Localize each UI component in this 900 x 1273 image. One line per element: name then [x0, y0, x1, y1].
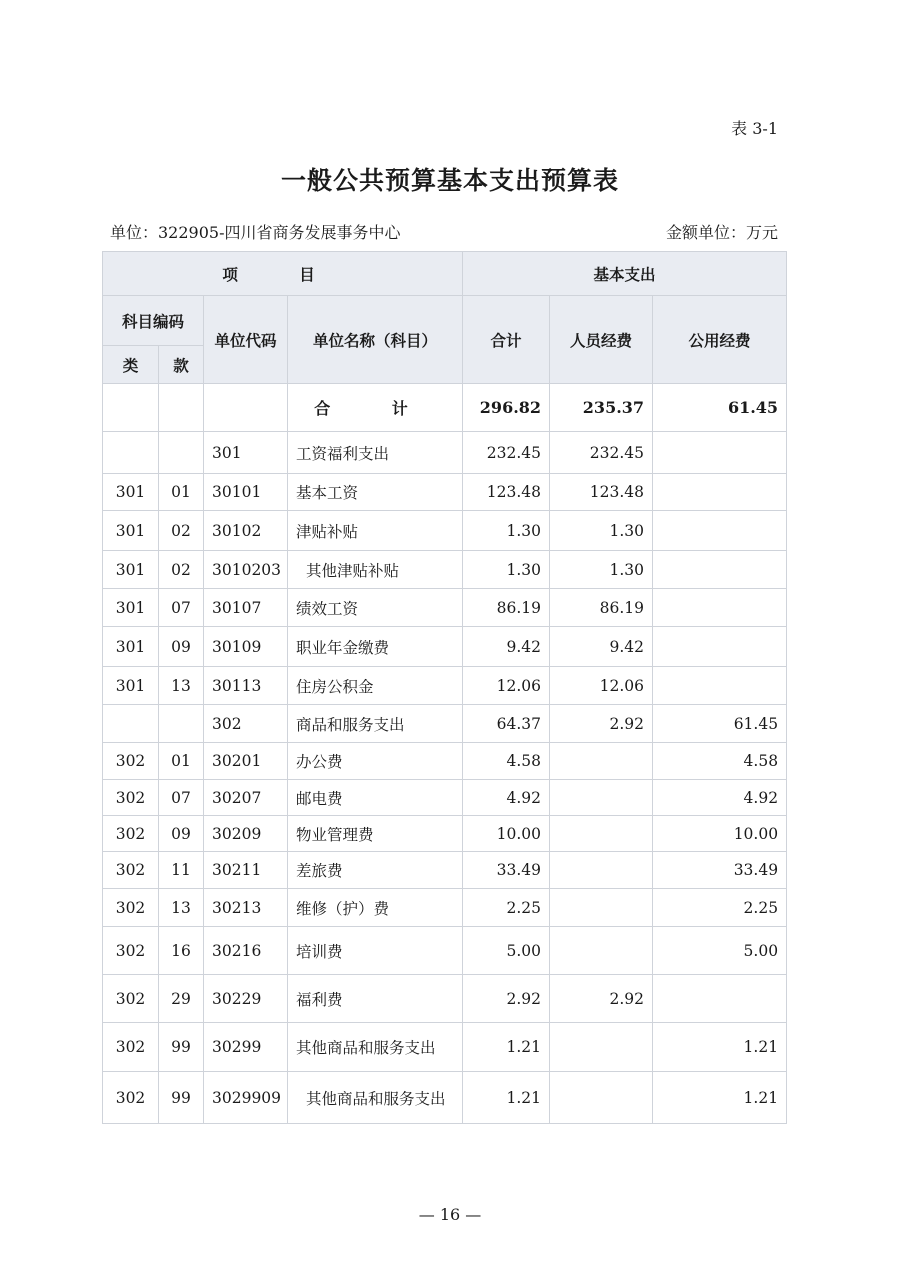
cell-personnel: 2.92	[550, 705, 653, 743]
page-title: 一般公共预算基本支出预算表	[280, 166, 619, 195]
cell-personnel	[550, 927, 653, 975]
table-row	[103, 852, 787, 889]
cell-total: 86.19	[463, 589, 550, 627]
cell-unit-name: 差旅费	[288, 852, 463, 889]
cell-unit-code: 30209	[204, 816, 288, 852]
cell-total: 1.30	[463, 551, 550, 589]
cell-unit-code: 301	[204, 432, 288, 474]
cell-personnel	[550, 852, 653, 889]
cell-unit-code: 3029909	[204, 1072, 288, 1124]
cell-kuan: 11	[159, 852, 204, 889]
cell-kuan: 09	[159, 627, 204, 667]
cell-lei: 302	[103, 975, 159, 1023]
cell-lei: 302	[103, 927, 159, 975]
cell-personnel: 123.48	[550, 474, 653, 511]
cell-public: 61.45	[653, 705, 787, 743]
cell-kuan: 09	[159, 816, 204, 852]
cell-total: 1.21	[463, 1023, 550, 1072]
cell-personnel: 2.92	[550, 975, 653, 1023]
cell-lei: 302	[103, 1023, 159, 1072]
cell-lei: 302	[103, 889, 159, 927]
cell-public: 4.58	[653, 743, 787, 780]
summary-label: 合 计	[288, 384, 463, 432]
cell-total: 12.06	[463, 667, 550, 705]
table-row	[103, 975, 787, 1023]
cell-kuan: 02	[159, 551, 204, 589]
cell-unit-name: 培训费	[288, 927, 463, 975]
amount-unit-label: 金额单位：万元	[665, 223, 778, 242]
cell-public: 1.21	[653, 1023, 787, 1072]
cell-unit-code: 30107	[204, 589, 288, 627]
cell-personnel	[550, 780, 653, 816]
cell-public: 5.00	[653, 927, 787, 975]
cell-public: 4.92	[653, 780, 787, 816]
cell-kuan: 13	[159, 889, 204, 927]
cell-kuan: 29	[159, 975, 204, 1023]
cell-total: 1.21	[463, 1072, 550, 1124]
cell-personnel	[550, 743, 653, 780]
cell-lei: 301	[103, 511, 159, 551]
cell-unit-code: 30201	[204, 743, 288, 780]
cell-personnel: 1.30	[550, 511, 653, 551]
cell-unit-name: 其他商品和服务支出	[288, 1023, 463, 1072]
cell-public	[653, 627, 787, 667]
table-row	[103, 432, 787, 474]
cell-total: 4.58	[463, 743, 550, 780]
cell-public	[653, 667, 787, 705]
table-row	[103, 927, 787, 975]
cell-unit-code: 30109	[204, 627, 288, 667]
cell-unit-name: 职业年金缴费	[288, 627, 463, 667]
cell-unit-code: 30211	[204, 852, 288, 889]
cell-kuan	[159, 705, 204, 743]
cell-public: 33.49	[653, 852, 787, 889]
cell-kuan: 13	[159, 667, 204, 705]
cell-public: 10.00	[653, 816, 787, 852]
cell-unit-code: 30216	[204, 927, 288, 975]
cell-kuan: 02	[159, 511, 204, 551]
cell-unit-name: 其他津贴补贴	[288, 551, 463, 589]
cell-public: 1.21	[653, 1072, 787, 1124]
cell-total: 4.92	[463, 780, 550, 816]
cell-lei: 302	[103, 816, 159, 852]
cell-unit-name: 住房公积金	[288, 667, 463, 705]
cell-unit-code: 3010203	[204, 551, 288, 589]
cell-kuan: 07	[159, 780, 204, 816]
cell-lei: 302	[103, 1072, 159, 1124]
cell-lei: 302	[103, 852, 159, 889]
cell-lei	[103, 705, 159, 743]
cell-unit-name: 维修（护）费	[288, 889, 463, 927]
cell-personnel: 12.06	[550, 667, 653, 705]
header-kuan: 款	[159, 346, 204, 384]
cell-unit-code: 30213	[204, 889, 288, 927]
cell-kuan: 99	[159, 1023, 204, 1072]
table-row	[103, 551, 787, 589]
cell-kuan: 99	[159, 1072, 204, 1124]
header-public: 公用经费	[653, 296, 787, 384]
cell-lei: 301	[103, 627, 159, 667]
summary-row	[103, 384, 787, 432]
cell-lei: 302	[103, 780, 159, 816]
table-row	[103, 589, 787, 627]
cell-kuan: 01	[159, 474, 204, 511]
table-row	[103, 743, 787, 780]
cell-unit-code: 30299	[204, 1023, 288, 1072]
unit-label: 单位：322905-四川省商务发展事务中心	[110, 223, 401, 242]
cell-unit-name: 办公费	[288, 743, 463, 780]
cell-unit-name: 福利费	[288, 975, 463, 1023]
cell-personnel	[550, 1023, 653, 1072]
cell-total: 10.00	[463, 816, 550, 852]
cell-public: 2.25	[653, 889, 787, 927]
cell-public	[653, 432, 787, 474]
cell-kuan: 07	[159, 589, 204, 627]
cell-unit-code: 302	[204, 705, 288, 743]
cell-unit-name: 工资福利支出	[288, 432, 463, 474]
cell-lei	[103, 432, 159, 474]
header-basic-expenditure: 基本支出	[463, 252, 787, 296]
cell-personnel: 1.30	[550, 551, 653, 589]
cell-unit-name: 津贴补贴	[288, 511, 463, 551]
cell-lei: 301	[103, 474, 159, 511]
cell-total: 5.00	[463, 927, 550, 975]
summary-personnel: 235.37	[550, 384, 653, 432]
cell-total: 123.48	[463, 474, 550, 511]
header-total: 合计	[463, 296, 550, 384]
cell-total: 1.30	[463, 511, 550, 551]
cell-unit-code: 30113	[204, 667, 288, 705]
table-row	[103, 627, 787, 667]
cell-kuan: 01	[159, 743, 204, 780]
summary-total: 296.82	[463, 384, 550, 432]
cell-total: 2.92	[463, 975, 550, 1023]
cell-public	[653, 551, 787, 589]
cell-unit-name: 商品和服务支出	[288, 705, 463, 743]
cell-lei: 301	[103, 589, 159, 627]
table-row	[103, 667, 787, 705]
cell-public	[653, 975, 787, 1023]
cell-unit-name: 物业管理费	[288, 816, 463, 852]
cell-unit-name: 邮电费	[288, 780, 463, 816]
cell-personnel: 86.19	[550, 589, 653, 627]
cell-lei: 301	[103, 551, 159, 589]
cell-public	[653, 589, 787, 627]
table-row	[103, 780, 787, 816]
cell-total: 232.45	[463, 432, 550, 474]
table-row	[103, 511, 787, 551]
header-lei: 类	[103, 346, 159, 384]
table-row	[103, 1072, 787, 1124]
budget-table	[102, 251, 787, 1124]
table-row	[103, 474, 787, 511]
page-number: — 16 —	[418, 1205, 482, 1224]
table-row	[103, 889, 787, 927]
cell-personnel	[550, 816, 653, 852]
cell-public	[653, 511, 787, 551]
cell-total: 2.25	[463, 889, 550, 927]
cell-unit-code: 30102	[204, 511, 288, 551]
header-subject-code: 科目编码	[103, 296, 204, 346]
cell-total: 64.37	[463, 705, 550, 743]
cell-unit-code: 30229	[204, 975, 288, 1023]
header-unit-name: 单位名称（科目）	[288, 296, 463, 384]
table-rows	[103, 432, 787, 1124]
cell-unit-name: 绩效工资	[288, 589, 463, 627]
cell-total: 9.42	[463, 627, 550, 667]
table-row	[103, 705, 787, 743]
cell-lei: 302	[103, 743, 159, 780]
cell-unit-name: 基本工资	[288, 474, 463, 511]
cell-unit-name: 其他商品和服务支出	[288, 1072, 463, 1124]
cell-personnel: 9.42	[550, 627, 653, 667]
cell-personnel: 232.45	[550, 432, 653, 474]
header-personnel: 人员经费	[550, 296, 653, 384]
header-project: 项 目	[103, 252, 463, 296]
table-row	[103, 816, 787, 852]
cell-personnel	[550, 1072, 653, 1124]
summary-public: 61.45	[653, 384, 787, 432]
cell-unit-code: 30101	[204, 474, 288, 511]
table-number: 表 3-1	[731, 119, 778, 138]
header-unit-code: 单位代码	[204, 296, 288, 384]
cell-unit-code: 30207	[204, 780, 288, 816]
cell-total: 33.49	[463, 852, 550, 889]
cell-kuan: 16	[159, 927, 204, 975]
cell-lei: 301	[103, 667, 159, 705]
table-row	[103, 1023, 787, 1072]
cell-personnel	[550, 889, 653, 927]
cell-kuan	[159, 432, 204, 474]
cell-public	[653, 474, 787, 511]
